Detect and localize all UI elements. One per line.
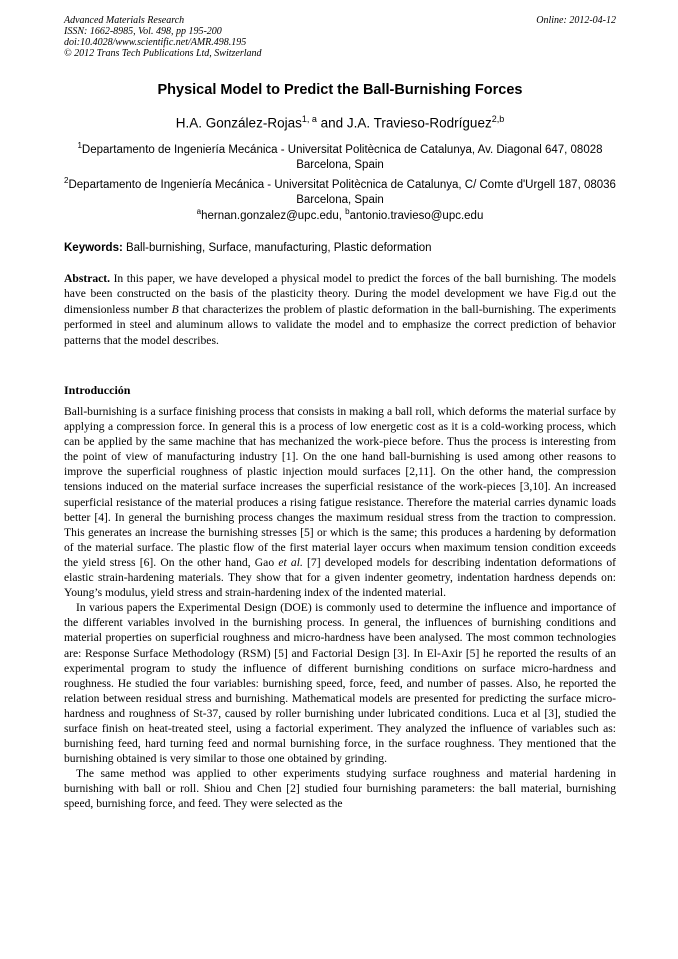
copyright: © 2012 Trans Tech Publications Ltd, Switzerland [64, 48, 262, 59]
body-text [64, 404, 616, 812]
author-2-sup: 2,b [491, 114, 505, 124]
emails [64, 207, 616, 222]
section-heading: Introducción [64, 383, 131, 397]
abstract-label: Abstract. [64, 272, 111, 285]
paragraph-2: In various papers the Experimental Design (DOE) is commonly used to determine the influence and importance of the different variables involved in the burnishing process. In general, the influences of burnishing conditions and material properties on superficial roughness and micro-hardness have been analysed. The most common technologies are: Response Surface Methodology (RSM) [5] and Factorial Design [3]. In El-Axir [5] he reported the results of an experimental program to study the influence of different burnishing conditions on surface micro-hardness and roughness. He studied the four variables: burnishing speed, force, feed, and number of passes. Also, he reported the relation between residual stress and burnishing. Mathematical models are presented for predicting the surface micro-hardness and roughness of St-37, caused by roller burnishing under lubricated conditions. Luca et al [3], studied the surface finish on heat-treated steel, using a factorial experiment. They analyzed the influence of variables such as: burnishing feed, hard turning feed and normal burnishing force, in the surface roughness. They mentioned that the burnishing obtained is very similar to those one obtained by grinding. [64, 601, 616, 766]
email-b[interactable]: antonio.travieso@upc.edu [349, 209, 484, 222]
doi: doi:10.4028/www.scientific.net/AMR.498.195 [64, 37, 247, 48]
affiliation-1-num: 1 [77, 141, 82, 150]
journal-header [64, 15, 616, 59]
keywords [64, 242, 616, 254]
online-date: Online: 2012-04-12 [536, 15, 616, 26]
paragraph-3: The same method was applied to other experiments studying surface roughness and material hardening in burnishing with ball or roll. Shiou and Chen [2] studied four burnishing parameters: the ball material, burnishing speed, burnishing force, and feed. They were selected as the [64, 767, 616, 811]
affiliation-2-text: Departamento de Ingeniería Mecánica - Universitat Politècnica de Catalunya, C/ Comte d'Urgell 187, 08036 Barcelona, Spain [68, 178, 616, 206]
affiliation-1 [64, 138, 616, 173]
abstract [64, 271, 616, 348]
affiliation-2-num: 2 [64, 176, 69, 185]
paper-title: Physical Model to Predict the Ball-Burnishing Forces [157, 82, 523, 98]
paragraph-1-b: [7] developed models for describing indentation deformations of elastic strain-hardening materials. They show that for a given indenter geometry, indentation hardness depends on: Young’s modulus, yield stress and strain-hardening index of the indented material. [64, 555, 616, 600]
journal-name: Advanced Materials Research [64, 15, 185, 26]
paragraph-1-etal: et al. [278, 555, 303, 569]
affiliation-1-text: Departamento de Ingeniería Mecánica - Universitat Politècnica de Catalunya, Av. Diagonal 647, 08028 Barcelona, Spain [81, 143, 603, 171]
abstract-symbol: B [171, 302, 179, 316]
affiliation-2 [64, 173, 616, 208]
authors [64, 114, 616, 131]
email-b-sup: b [345, 207, 350, 216]
issn: ISSN: 1662-8985, Vol. 498, pp 195-200 [64, 26, 222, 37]
keywords-text: Ball-burnishing, Surface, manufacturing, Plastic deformation [122, 242, 432, 254]
keywords-label: Keywords: [64, 242, 123, 254]
abstract-text-2: that characterizes the problem of plastic deformation in the ball-burnishing. The experiments performed in steel and aluminum allows to validate the model and to emphasize the correct prediction of behavior patterns that the model describes. [64, 302, 616, 347]
paragraph-1-a: Ball-burnishing is a surface finishing process that consists in making a ball roll, which deforms the material surface by applying a compression force. In general this is a process of low energetic cost as it is a cold-working process, which can be applied by the same machine that has mechanized the work-piece before. Thus the process is interesting from the point of view of manufacturing industry [1]. On the one hand ball-burnishing is used among other reasons to improve the superficial roughness of plastic injection mould surfaces [2,11]. On the other hand, the compression tensions induced on the material surface increases the superficial resistance of the work-pieces [3,10]. An increased superficial resistance of the material produces a rising fatigue resistance. Therefore the material carries dynamic loads better [4]. In general the burnishing process changes the maximum residual stress from the traction to compression. This generates an increase the burnishing stresses [5] or which is the same; this produces a hardening by deformation of the material surface. The plastic flow of the first material layer occurs when maximum tension condition exceeds the yield stress [6]. On the other hand, Gao [64, 405, 616, 569]
paragraph-1 [64, 404, 616, 600]
author-1-sup: 1, a [301, 114, 317, 124]
author-connector: and [316, 115, 347, 131]
author-2: J.A. Travieso-Rodríguez [346, 115, 492, 131]
author-1: H.A. González-Rojas [175, 115, 302, 131]
email-a[interactable]: hernan.gonzalez@upc.edu, [201, 209, 346, 222]
abstract-text-1: In this paper, we have developed a physical model to predict the forces of the ball burnishing. The models have been constructed on the basis of the plasticity theory. During the model development we have Fig.d out the dimensionless number [64, 272, 616, 316]
email-a-sup: a [196, 207, 202, 216]
